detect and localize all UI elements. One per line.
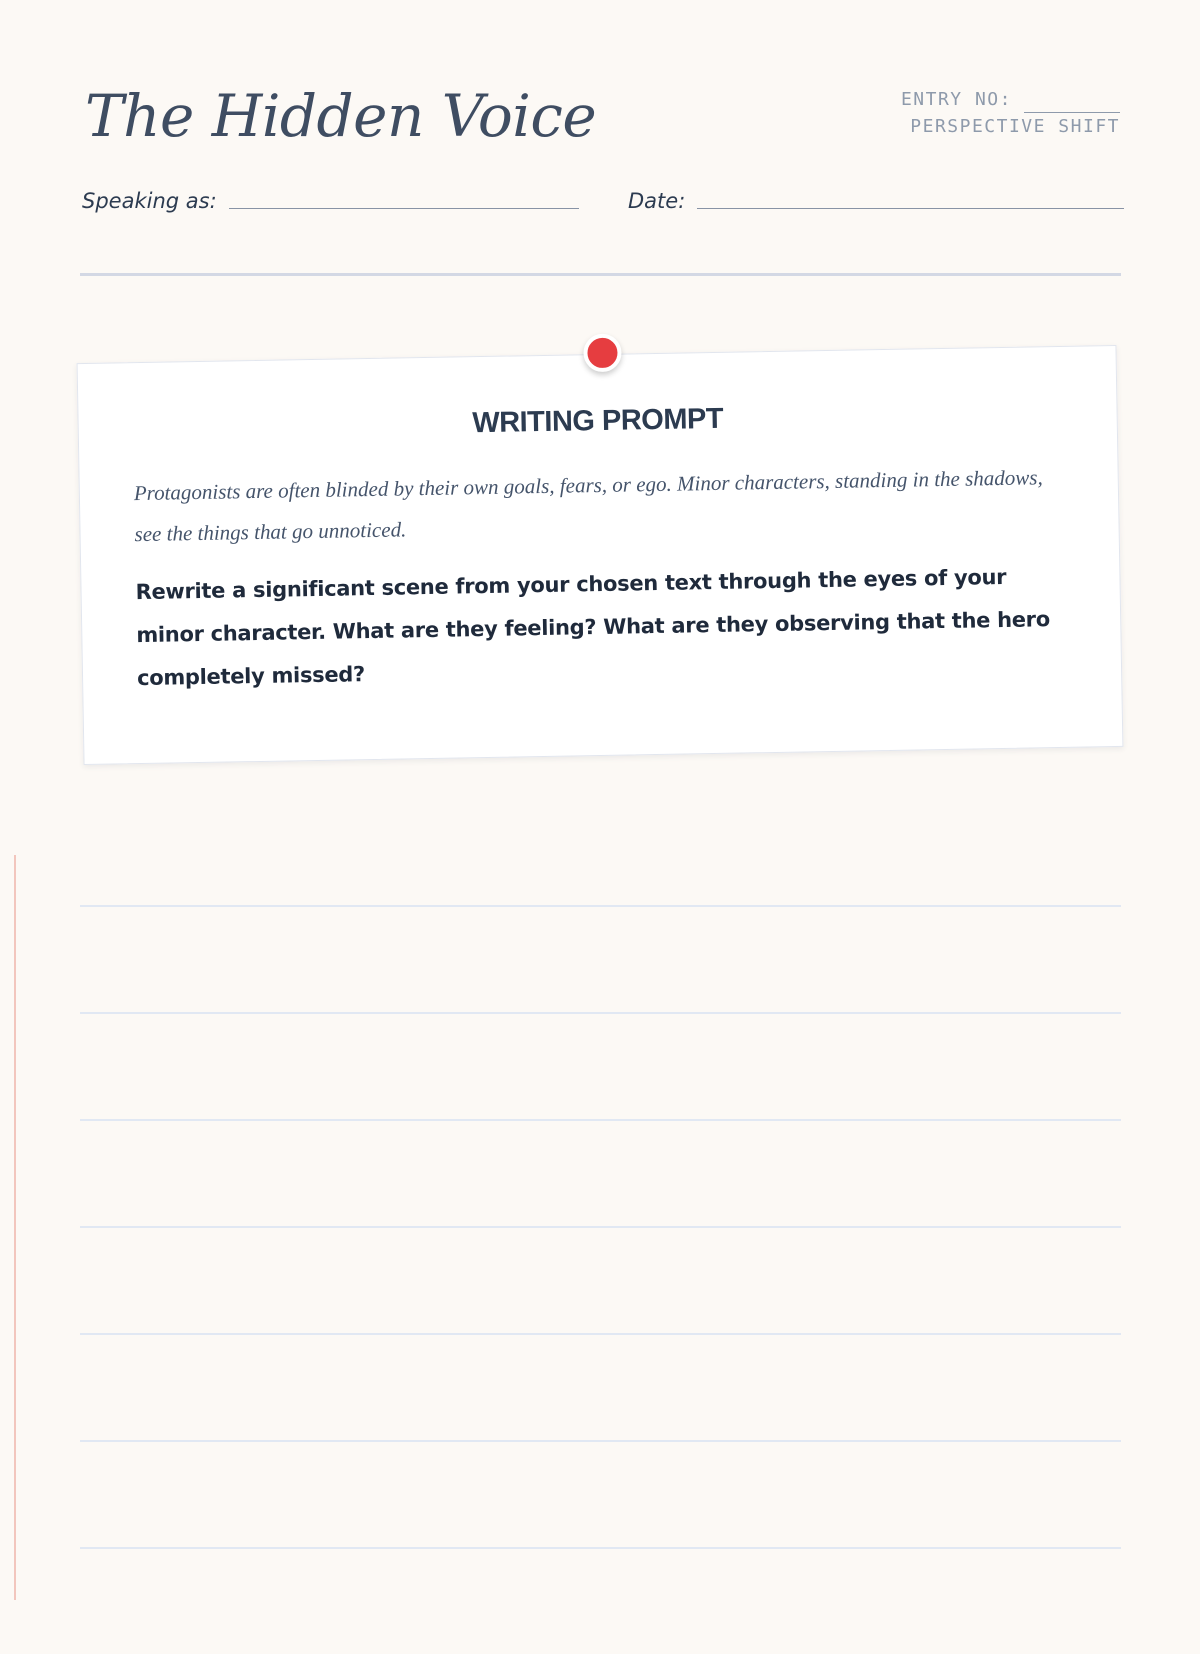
writing-line[interactable] bbox=[80, 905, 1121, 907]
writing-line[interactable] bbox=[80, 1119, 1121, 1121]
entry-block bbox=[901, 86, 1120, 140]
date-label: Date: bbox=[628, 189, 686, 213]
header-divider bbox=[80, 273, 1121, 276]
pushpin-icon bbox=[583, 334, 622, 373]
page-subtitle: PERSPECTIVE SHIFT bbox=[910, 116, 1120, 137]
writing-line[interactable] bbox=[80, 1226, 1121, 1228]
prompt-task: Rewrite a significant scene from your chosen text through the eyes of your minor character. What are they feeling? What are they observing that the hero completely missed? bbox=[135, 564, 1051, 691]
date-input[interactable] bbox=[697, 208, 1124, 209]
entry-number-label: ENTRY NO: bbox=[900, 89, 1012, 110]
writing-line[interactable] bbox=[80, 1333, 1121, 1335]
writing-line[interactable] bbox=[80, 1440, 1121, 1442]
writing-line[interactable] bbox=[80, 1012, 1121, 1014]
speaking-as-input[interactable] bbox=[229, 208, 579, 209]
prompt-intro: Protagonists are often blinded by their own goals, fears, or ego. Minor characters, standing in the shadows, see the things that go unnoticed. bbox=[133, 465, 1043, 547]
date-field bbox=[628, 186, 1124, 216]
page-title: The Hidden Voice bbox=[85, 82, 597, 150]
speaking-as-label: Speaking as: bbox=[82, 189, 217, 213]
prompt-heading: WRITING PROMPT bbox=[472, 402, 724, 440]
writing-area[interactable] bbox=[80, 905, 1121, 1654]
writing-line[interactable] bbox=[80, 1547, 1121, 1549]
entry-number-row bbox=[901, 86, 1120, 113]
entry-number-field[interactable] bbox=[1024, 91, 1120, 113]
speaking-as-field bbox=[82, 186, 579, 216]
page-margin-line bbox=[14, 855, 16, 1600]
writing-prompt-card bbox=[77, 345, 1124, 765]
